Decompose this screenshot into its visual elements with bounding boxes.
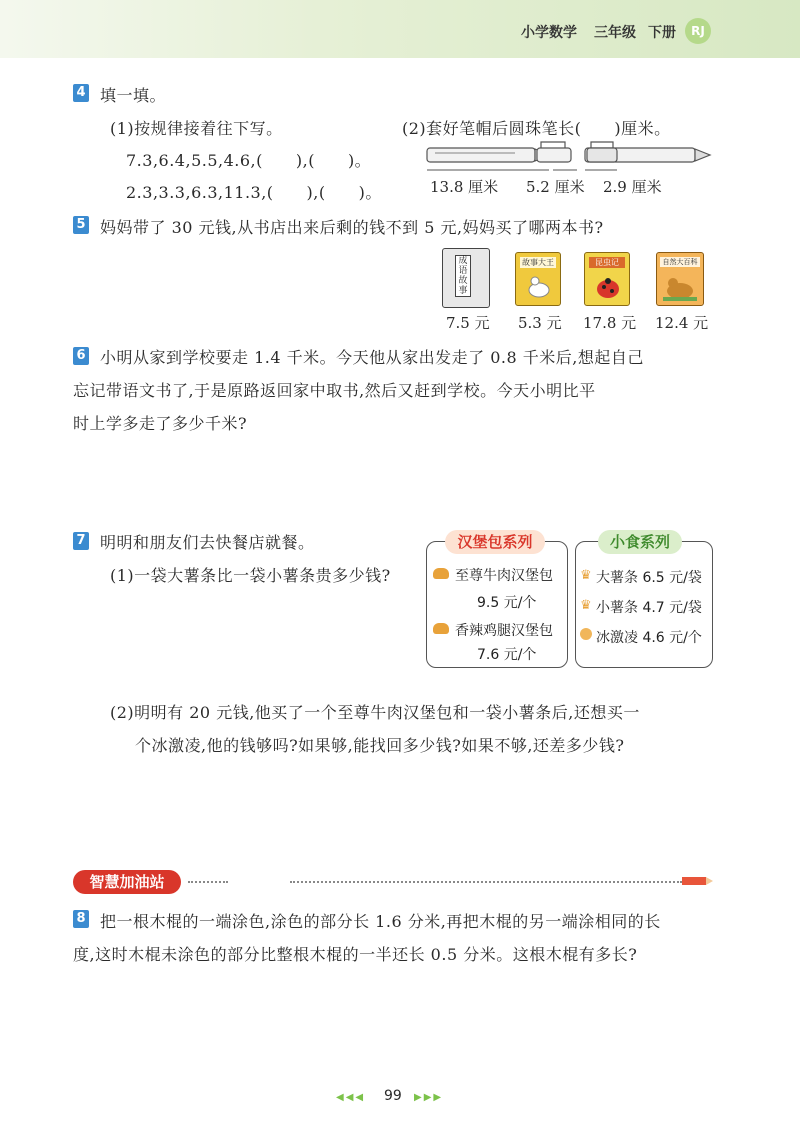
book-cover-title: 故事大王 [522,258,554,267]
question-number-8: 8 [73,910,89,928]
book-cover-title: 昆虫记 [589,257,625,268]
q7-title: 明明和朋友们去快餐店就餐。 [100,533,315,552]
pen-body-icon [427,148,549,162]
burger-price-2: 7.6 元/个 [477,647,537,663]
q4-part1: (1)按规律接着往下写。 [110,119,283,138]
ladybug-icon [593,273,623,301]
left-arrows-icon: ◀◀◀ [336,1092,366,1103]
q6-line-2: 忘记带语文书了,于是原路返回家中取书,然后又赶到学校。今天小明比平 [73,381,596,400]
pencil-icon [682,875,714,887]
right-arrows-icon: ▶▶▶ [414,1092,444,1103]
question-number-7: 7 [73,532,89,550]
section-title: 智慧加油站 [73,870,181,894]
cap-length-label: 5.2 厘米 [526,178,585,196]
pen-illustration [425,140,715,176]
animal-icon [663,271,697,301]
book-nature-encyclopedia [656,252,704,306]
header-volume: 下册 [648,25,676,41]
page-number: 99 [384,1088,402,1104]
edition-badge: RJ [685,18,711,44]
q8-line-2: 度,这时木棍未涂色的部分比整根木棍的一半还长 0.5 分米。这根木棍有多长? [73,945,638,964]
book-cover-title: 自然大百科 [660,257,700,267]
snack-item-3: 冰激凌 4.6 元/个 [596,630,702,646]
question-number-4: 4 [73,84,89,102]
ice-cream-icon [580,628,592,640]
snack-item-2: 小薯条 4.7 元/袋 [596,600,702,616]
q4-sequence-2: 2.3,3.3,6.3,11.3,( ),( )。 [126,183,382,202]
burger-item-1: 至尊牛肉汉堡包 [455,568,553,584]
burger-price-1: 9.5 元/个 [477,595,537,611]
fries-icon: ♛ [580,598,592,613]
book-cover-title: 成语故事 [455,255,471,297]
section-dotted-rule [188,881,228,883]
question-number-5: 5 [73,216,89,234]
q8-line-1: 把一根木棍的一端涂色,涂色的部分长 1.6 分米,再把木棍的另一端涂相同的长 [100,912,661,931]
q6-line-3: 时上学多走了多少千米? [73,414,248,433]
header-subject: 小学数学 [521,25,577,41]
snack-item-1: 大薯条 6.5 元/袋 [596,570,702,586]
q4-sequence-1: 7.3,6.4,5.5,4.6,( ),( )。 [126,151,372,170]
burger-icon [433,568,449,579]
book-price-4: 12.4 元 [655,314,709,332]
q4-title: 填一填。 [100,86,167,105]
book-price-2: 5.3 元 [518,314,562,332]
q7-part2-line-1: (2)明明有 20 元钱,他买了一个至尊牛肉汉堡包和一袋小薯条后,还想买一 [110,703,640,722]
snack-menu-title: 小食系列 [598,530,682,554]
q4-part2: (2)套好笔帽后圆珠笔长( )厘米。 [402,119,671,138]
overlap-length-label: 2.9 厘米 [603,178,662,196]
header-grade: 三年级 [594,25,636,41]
q7-part1: (1)一袋大薯条比一袋小薯条贵多少钱? [110,566,391,585]
book-price-3: 17.8 元 [583,314,637,332]
q7-part2-line-2: 个冰激凌,他的钱够吗?如果够,能找回多少钱?如果不够,还差多少钱? [135,736,625,755]
swan-icon [526,273,552,299]
book-insect-record [584,252,630,306]
pen-length-label: 13.8 厘米 [430,178,499,196]
book-idiom-stories [442,248,490,308]
book-story-king [515,252,561,306]
question-number-6: 6 [73,347,89,365]
book-price-1: 7.5 元 [446,314,490,332]
q6-line-1: 小明从家到学校要走 1.4 千米。今天他从家出发走了 0.8 千米后,想起自己 [100,348,644,367]
burger-menu-title: 汉堡包系列 [445,530,545,554]
q5-text: 妈妈带了 30 元钱,从书店出来后剩的钱不到 5 元,妈妈买了哪两本书? [100,218,604,237]
fries-icon: ♛ [580,568,592,583]
pen-cap-icon [537,142,571,162]
capped-pen-icon [585,142,710,162]
burger-item-2: 香辣鸡腿汉堡包 [455,623,553,639]
burger-icon [433,623,449,634]
header-band [0,0,800,58]
section-dotted-rule [290,881,682,883]
